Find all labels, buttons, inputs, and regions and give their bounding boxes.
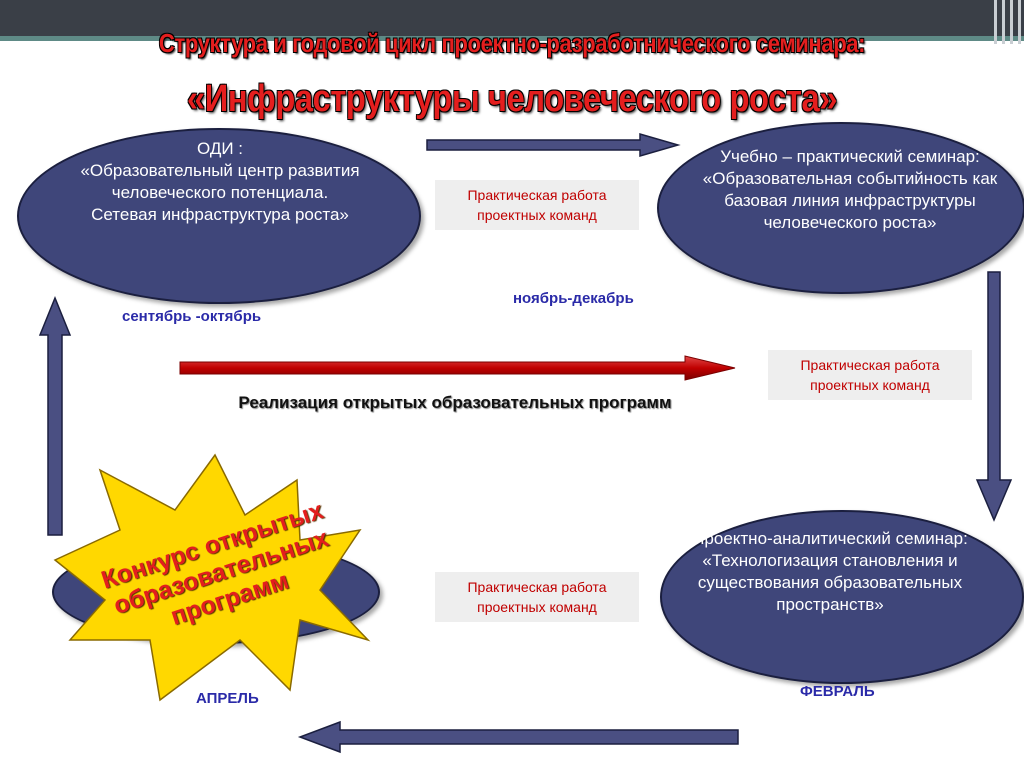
practice-box-top: Практическая работа проектных команд — [435, 180, 639, 230]
slide-title-line2: «Инфраструктуры человеческого роста» — [187, 78, 837, 120]
seminar-text: Учебно – практический семинар: «Образовательная событийность как базовая линия инфраструктуры человеческого роста» — [702, 147, 998, 232]
analytic-month: ФЕВРАЛЬ — [800, 683, 875, 700]
center-label: Реализация открытых образовательных программ — [238, 393, 672, 412]
contest-month: АПРЕЛЬ — [196, 690, 259, 707]
odi-month: сентябрь -октябрь — [122, 308, 262, 325]
contest-text: Конкурс открытых образовательных программ — [97, 496, 332, 631]
practice-box-bottom: Практическая работа проектных команд — [435, 572, 639, 622]
odi-text: ОДИ : «Образовательный центр развития человеческого потенциала. Сетевая инфраструктура роста» — [80, 139, 360, 224]
seminar-month: ноябрь-декабрь — [513, 290, 634, 307]
practice-box-right: Практическая работа проектных команд — [768, 350, 972, 400]
slide-title-line1: Структура и годовой цикл проектно-разработнического семинара: — [158, 28, 866, 58]
analytic-text: Проектно-аналитический семинар: «Технологизация становления и существования образовательных пространств» — [692, 529, 968, 614]
